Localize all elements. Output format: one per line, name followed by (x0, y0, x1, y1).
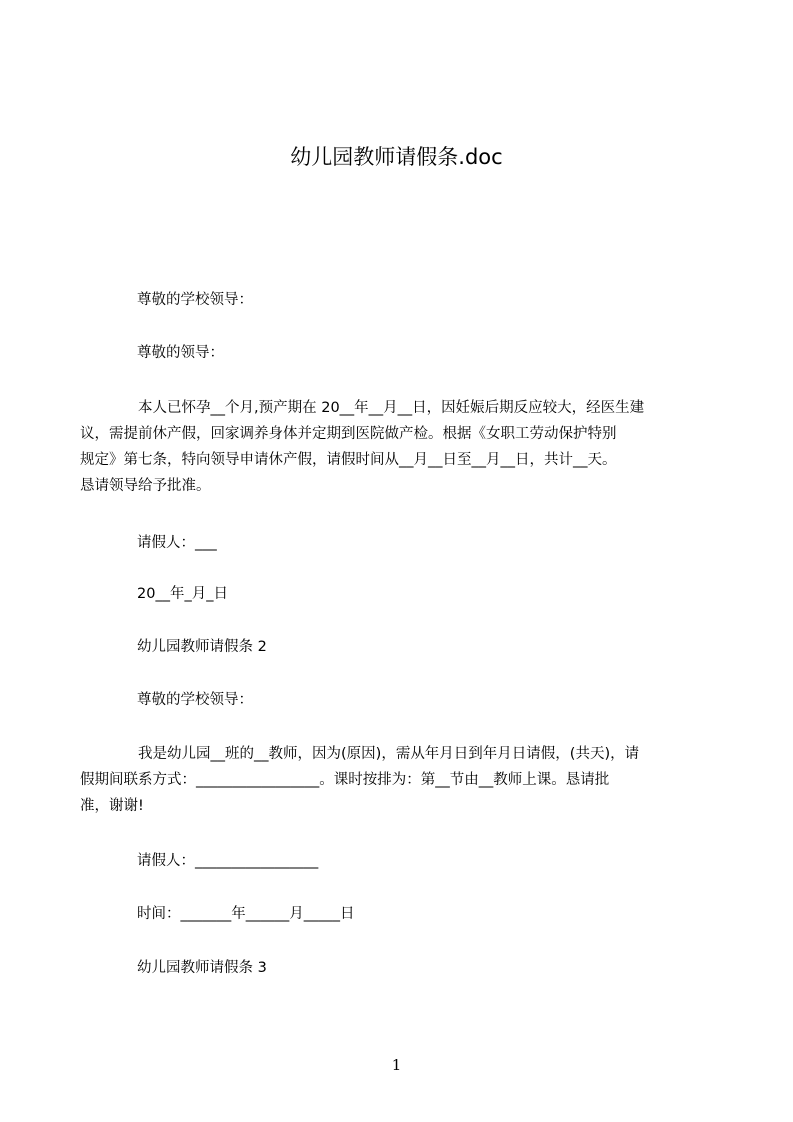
salutation-leaders: 尊敬的领导： (137, 345, 224, 361)
page-number: 1 (391, 1056, 402, 1074)
letter-date-2: 时间：_______年______月_____日 (137, 906, 355, 922)
paragraph-line: 准，谢谢! (80, 798, 144, 814)
paragraph-line: 本人已怀孕__个月,预产期在 20__年__月__日，因妊娠后期反应较大，经医生建 (138, 400, 645, 416)
maternity-leave-paragraph (80, 398, 700, 502)
document-title: 幼儿园教师请假条.doc (290, 145, 503, 169)
letter-date: 20__年_月_日 (137, 586, 228, 602)
applicant-signature: 请假人：___ (137, 535, 217, 551)
paragraph-line: 恳请领导给予批准。 (80, 478, 211, 494)
salutation-school-leaders-2: 尊敬的学校领导： (137, 692, 253, 708)
section-heading-3: 幼儿园教师请假条 3 (137, 960, 267, 976)
salutation-school-leaders: 尊敬的学校领导： (137, 292, 253, 308)
paragraph-line: 我是幼儿园__班的__教师，因为(原因)，需从年月日到年月日请假，(共天)，请 (138, 746, 640, 762)
section-heading-2: 幼儿园教师请假条 2 (137, 639, 267, 655)
paragraph-line: 规定》第七条，特向领导申请休产假，请假时间从__月__日至__月__日，共计__天。 (80, 452, 617, 468)
teacher-leave-paragraph (80, 744, 700, 822)
applicant-signature-2: 请假人：_________________ (137, 853, 319, 869)
paragraph-line: 假期间联系方式：_________________。课时按排为：第__节由__教师上课。恳请批 (80, 772, 610, 788)
paragraph-line: 议，需提前休产假，回家调养身体并定期到医院做产检。根据《女职工劳动保护特别 (80, 426, 617, 442)
